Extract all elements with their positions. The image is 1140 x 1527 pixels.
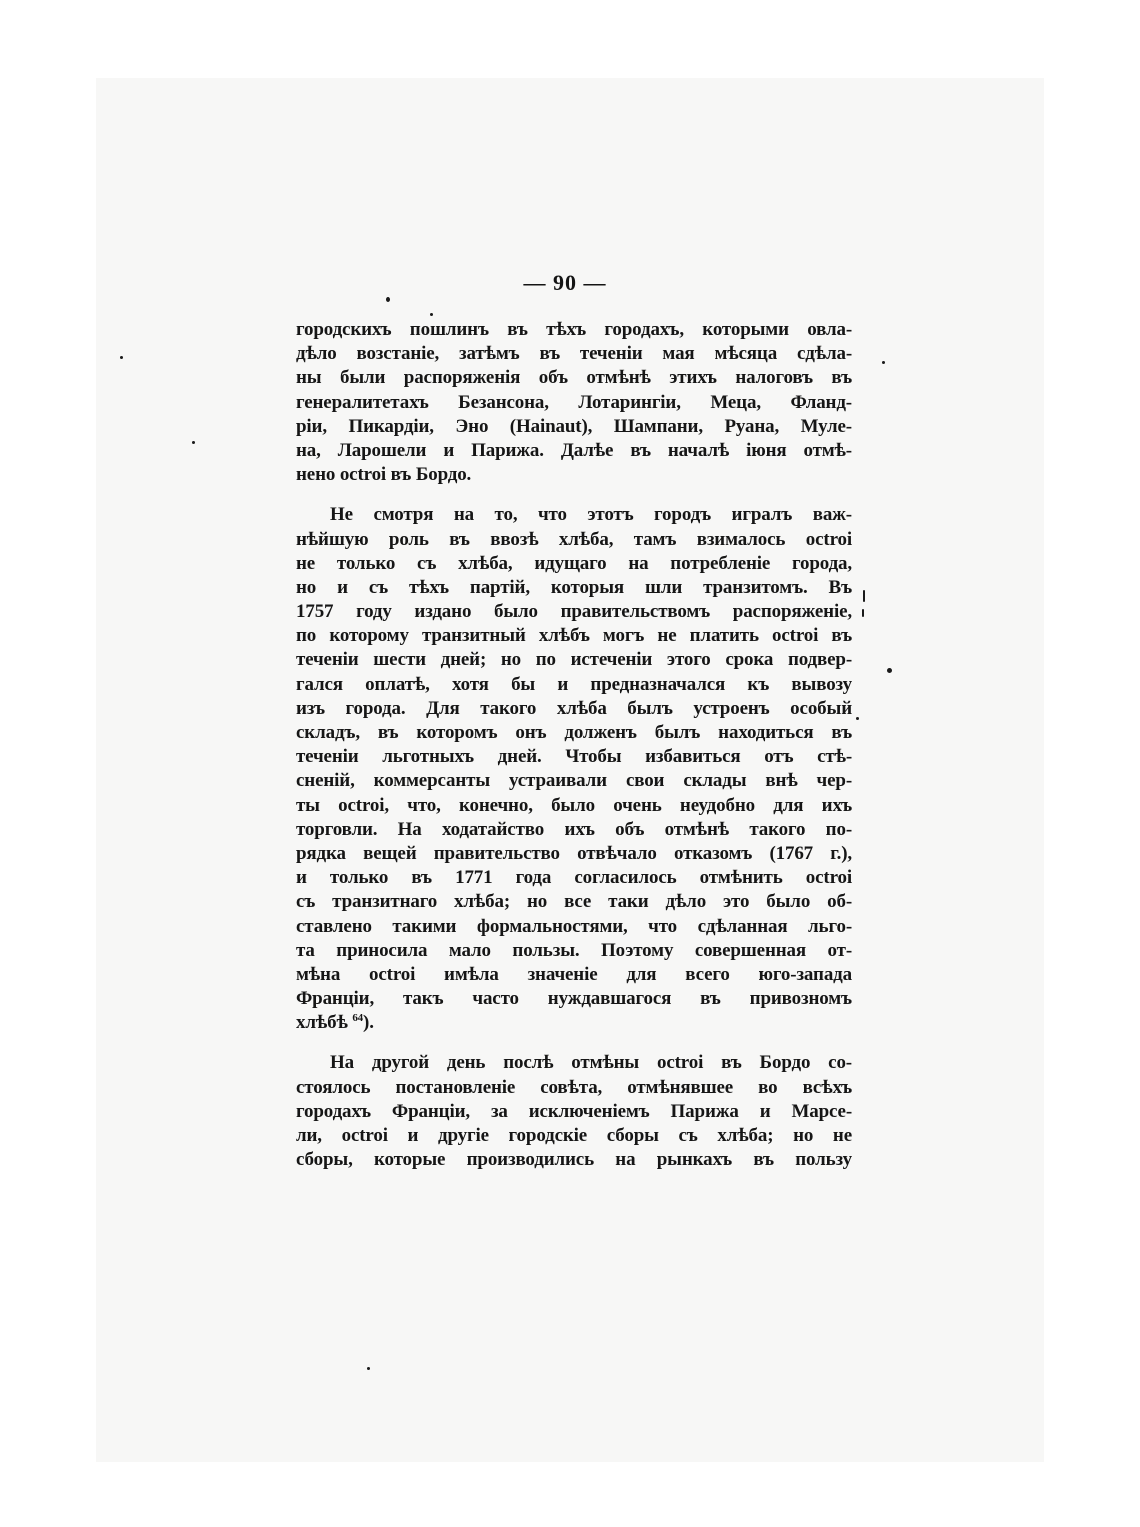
text-line-with-footnote	[296, 1011, 852, 1035]
text-line: рядка вещей правительство отвѣчало отказомъ (1767 г.),	[296, 842, 852, 864]
scan-speck	[882, 361, 885, 364]
scan-speck	[367, 1367, 370, 1370]
text-line: 1757 году издано было правительствомъ распоряженіе,	[296, 601, 852, 623]
text-line: генералитетахъ Безансона, Лотарингіи, Меца, Фланд-	[296, 391, 852, 413]
scan-speck	[120, 356, 123, 359]
text-line: дѣло возстаніе, затѣмъ въ теченіи мая мѣсяца сдѣла-	[296, 343, 852, 365]
text-line: городскихъ пошлинъ въ тѣхъ городахъ, которыми овла-	[296, 319, 852, 340]
text-line: сненій, коммерсанты устраивали свои склады внѣ чер-	[296, 770, 852, 792]
text-fragment: ).	[363, 1012, 374, 1034]
paragraph-1	[296, 318, 852, 487]
text-line: съ транзитнаго хлѣба; но все таки дѣло это было об-	[296, 891, 852, 913]
text-fragment: хлѣбѣ	[296, 1012, 348, 1034]
text-line: ставлено такими формальностями, что сдѣланная льго-	[296, 915, 852, 937]
scan-speck	[192, 441, 195, 444]
scan-speck	[386, 297, 390, 302]
body-text	[296, 318, 852, 1172]
text-line: сборы, которые производились на рынкахъ въ пользу	[296, 1149, 852, 1171]
text-line: ты octroi, что, конечно, было очень неудобно для ихъ	[296, 794, 852, 816]
paragraph-3	[296, 1051, 852, 1172]
scan-speck	[863, 590, 865, 602]
text-line: мѣна octroi имѣла значеніе для всего юго-запада	[296, 963, 852, 985]
text-line: та приносила мало пользы. Поэтому совершенная от-	[296, 939, 852, 961]
text-line: теченіи льготныхъ дней. Чтобы избавиться отъ стѣ-	[296, 746, 852, 768]
footnote-marker: 64	[352, 1012, 364, 1025]
text-line: но и съ тѣхъ партій, которыя шли транзитомъ. Въ	[296, 576, 852, 598]
text-line: гался оплатѣ, хотя бы и предназначался къ вывозу	[296, 673, 852, 695]
page-number: — 90 —	[523, 270, 607, 295]
text-line: по которому транзитный хлѣбъ могъ не платить octroi въ	[296, 625, 852, 647]
text-line: городахъ Франціи, за исключеніемъ Парижа и Марсе-	[296, 1100, 852, 1122]
text-line: ли, octroi и другіе городскіе сборы съ хлѣба; но не	[296, 1125, 852, 1146]
paragraph-2	[296, 503, 852, 1035]
scan-speck	[856, 717, 859, 720]
text-line: изъ города. Для такого хлѣба былъ устроенъ особый	[296, 697, 852, 719]
text-line: торговли. На ходатайство ихъ объ отмѣнѣ такого по-	[296, 818, 852, 840]
text-line: ріи, Пикардіи, Эно (Hainaut), Шампани, Руана, Муле-	[296, 415, 852, 437]
scan-speck	[430, 313, 433, 316]
scan-speck	[887, 668, 892, 673]
text-line: не только съ хлѣба, идущаго на потребленіе города,	[296, 552, 852, 574]
text-line: складъ, въ которомъ онъ долженъ былъ находиться въ	[296, 722, 852, 743]
text-line: На другой день послѣ отмѣны octroi въ Бордо со-	[330, 1052, 852, 1074]
scan-speck	[862, 609, 864, 617]
text-line: ны были распоряженія объ отмѣнѣ этихъ налоговъ въ	[296, 367, 852, 389]
text-line: стоялось постановленіе совѣта, отмѣнявшее во всѣхъ	[296, 1076, 852, 1098]
text-line: Франціи, такъ часто нуждавшагося въ привозномъ	[296, 988, 852, 1010]
text-line: и только въ 1771 года согласилось отмѣнить octroi	[296, 867, 852, 889]
text-line: теченіи шести дней; но по истеченіи этого срока подвер-	[296, 649, 852, 671]
text-line: нѣйшую роль въ ввозѣ хлѣба, тамъ взималось octroi	[296, 528, 852, 550]
text-line: нено octroi въ Бордо.	[296, 464, 472, 486]
text-line: Не смотря на то, что этотъ городъ игралъ важ-	[330, 504, 852, 526]
text-line: на, Ларошели и Парижа. Далѣе въ началѣ іюня отмѣ-	[296, 439, 852, 461]
